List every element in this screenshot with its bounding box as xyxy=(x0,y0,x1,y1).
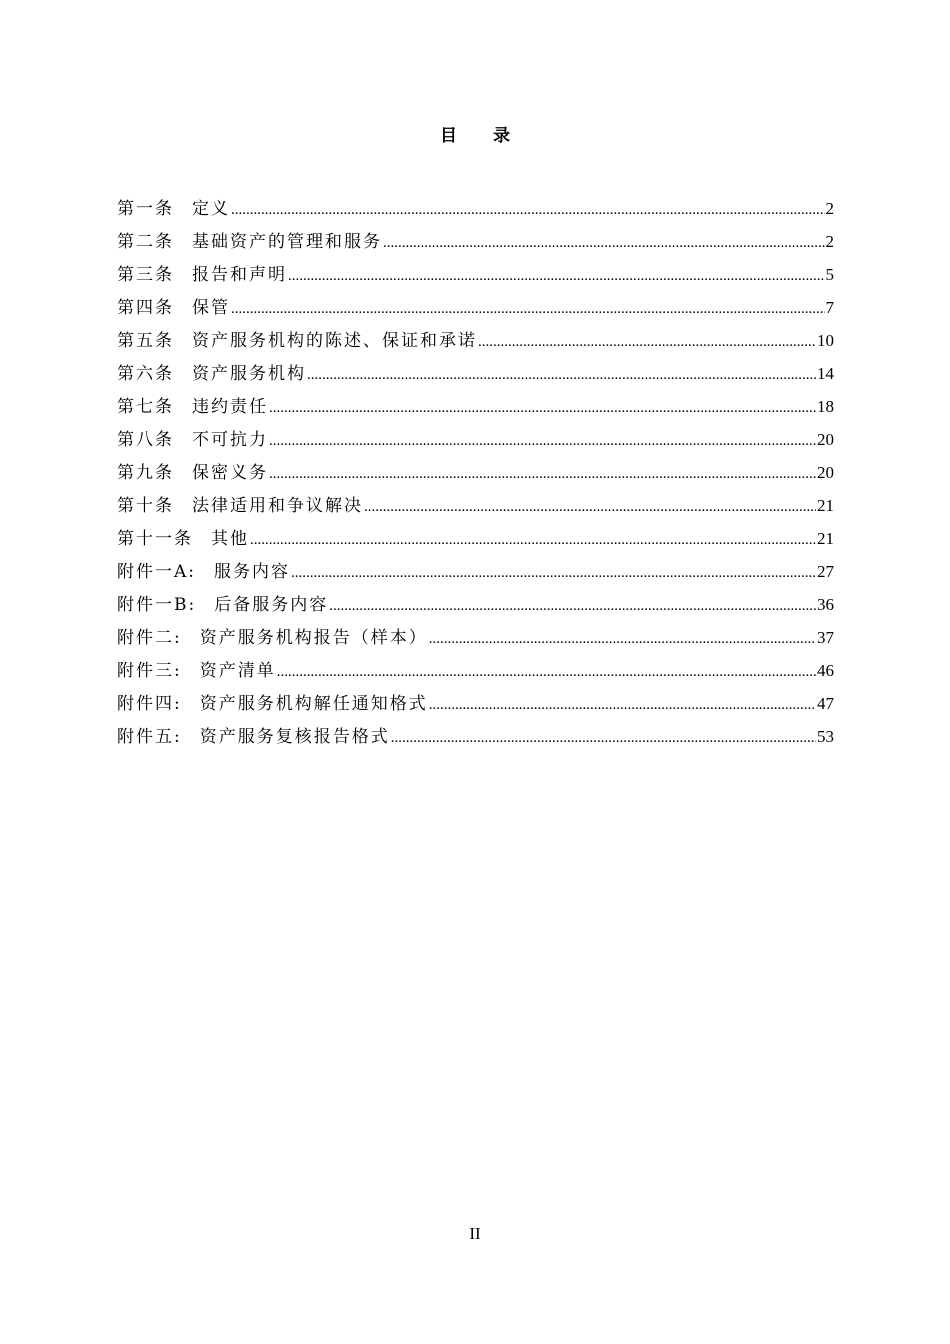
toc-entry-title: 资产服务复核报告格式 xyxy=(199,727,390,747)
toc-entry-title: 资产清单 xyxy=(199,661,276,681)
toc-entry-title: 后备服务内容 xyxy=(214,595,329,615)
toc-entry-number: 第一条 xyxy=(117,199,174,219)
toc-entry-number: 第九条 xyxy=(117,463,174,483)
toc-dot-leader xyxy=(383,229,825,257)
toc-dot-leader xyxy=(307,361,816,389)
toc-entry-page: 21 xyxy=(817,529,834,548)
toc-entry-page: 27 xyxy=(817,562,834,581)
toc-entry[interactable] xyxy=(117,261,834,294)
toc-entry-number: 第八条 xyxy=(117,430,174,450)
toc-entry-number: 第三条 xyxy=(117,265,174,285)
toc-entry-number: 附件一B: xyxy=(117,595,197,615)
toc-entry-title: 报告和声明 xyxy=(192,265,287,285)
toc-entry[interactable] xyxy=(117,459,834,492)
toc-entry-number: 第五条 xyxy=(117,331,174,351)
toc-entry-page: 20 xyxy=(817,430,834,449)
toc-entry-number: 第二条 xyxy=(117,232,174,252)
toc-entry[interactable] xyxy=(117,591,834,624)
toc-dot-leader xyxy=(269,460,816,488)
toc-entry-number: 附件三: xyxy=(117,661,182,681)
toc-entry-page: 18 xyxy=(817,397,834,416)
toc-entry[interactable] xyxy=(117,723,834,756)
toc-entry[interactable] xyxy=(117,327,834,360)
toc-entry-title: 违约责任 xyxy=(192,397,268,417)
toc-dot-leader xyxy=(391,724,816,752)
toc-entry[interactable] xyxy=(117,360,834,393)
toc-entry-title: 法律适用和争议解决 xyxy=(192,496,363,516)
toc-entry-number: 附件一A: xyxy=(117,562,197,582)
toc-dot-leader xyxy=(429,691,816,719)
toc-dot-leader xyxy=(478,328,816,356)
toc-entry[interactable] xyxy=(117,525,834,558)
toc-entry-number: 第六条 xyxy=(117,364,174,384)
toc-dot-leader xyxy=(291,559,816,587)
toc-dot-leader xyxy=(269,394,816,422)
toc-entry[interactable] xyxy=(117,294,834,327)
toc-entry-page: 20 xyxy=(817,463,834,482)
toc-dot-leader xyxy=(231,295,825,323)
toc-entry[interactable] xyxy=(117,558,834,591)
toc-entry-title: 保管 xyxy=(192,298,230,318)
toc-entry-number: 第四条 xyxy=(117,298,174,318)
toc-entry-page: 10 xyxy=(817,331,834,350)
toc-entry-page: 37 xyxy=(817,628,834,647)
toc-entry-page: 14 xyxy=(817,364,834,383)
toc-entry-title: 不可抗力 xyxy=(192,430,268,450)
toc-entry-title: 定义 xyxy=(192,199,230,219)
toc-entry-number: 附件五: xyxy=(117,727,182,747)
toc-dot-leader xyxy=(250,526,816,554)
toc-entry-title: 其他 xyxy=(211,529,249,549)
toc-entry-page: 2 xyxy=(825,232,834,251)
toc-dot-leader xyxy=(364,493,816,521)
toc-entry-page: 36 xyxy=(817,595,834,614)
page-number: II xyxy=(469,1224,481,1243)
toc-title: 目录 xyxy=(440,126,546,146)
toc-entry[interactable] xyxy=(117,393,834,426)
toc-entry-number: 附件二: xyxy=(117,628,182,648)
toc-entry-title: 资产服务机构报告（样本） xyxy=(199,628,428,648)
toc-entry-title: 资产服务机构的陈述、保证和承诺 xyxy=(192,331,477,351)
toc-dot-leader xyxy=(429,625,816,653)
toc-entry[interactable] xyxy=(117,195,834,228)
toc-entry[interactable] xyxy=(117,657,834,690)
toc-dot-leader xyxy=(329,592,816,620)
toc-entry-page: 53 xyxy=(817,727,834,746)
toc-entry-number: 附件四: xyxy=(117,694,182,714)
toc-entry[interactable] xyxy=(117,228,834,261)
toc-entry-title: 资产服务机构 xyxy=(192,364,306,384)
toc-entry-page: 2 xyxy=(825,199,834,218)
toc-entry-title: 资产服务机构解任通知格式 xyxy=(199,694,428,714)
toc-entry-page: 46 xyxy=(817,661,834,680)
toc-entry-page: 7 xyxy=(825,298,834,317)
toc-entry[interactable] xyxy=(117,624,834,657)
table-of-contents xyxy=(117,195,834,756)
toc-entry-number: 第十一条 xyxy=(117,529,193,549)
toc-entry-number: 第十条 xyxy=(117,496,174,516)
toc-dot-leader xyxy=(288,262,825,290)
toc-entry-title: 保密义务 xyxy=(192,463,268,483)
toc-entry[interactable] xyxy=(117,426,834,459)
toc-dot-leader xyxy=(231,196,825,224)
toc-entry-page: 21 xyxy=(817,496,834,515)
toc-dot-leader xyxy=(269,427,816,455)
toc-entry-page: 5 xyxy=(825,265,834,284)
toc-entry-title: 服务内容 xyxy=(214,562,291,582)
toc-entry-page: 47 xyxy=(817,694,834,713)
toc-entry[interactable] xyxy=(117,690,834,723)
toc-entry-number: 第七条 xyxy=(117,397,174,417)
toc-entry[interactable] xyxy=(117,492,834,525)
toc-entry-title: 基础资产的管理和服务 xyxy=(192,232,382,252)
toc-dot-leader xyxy=(277,658,816,686)
